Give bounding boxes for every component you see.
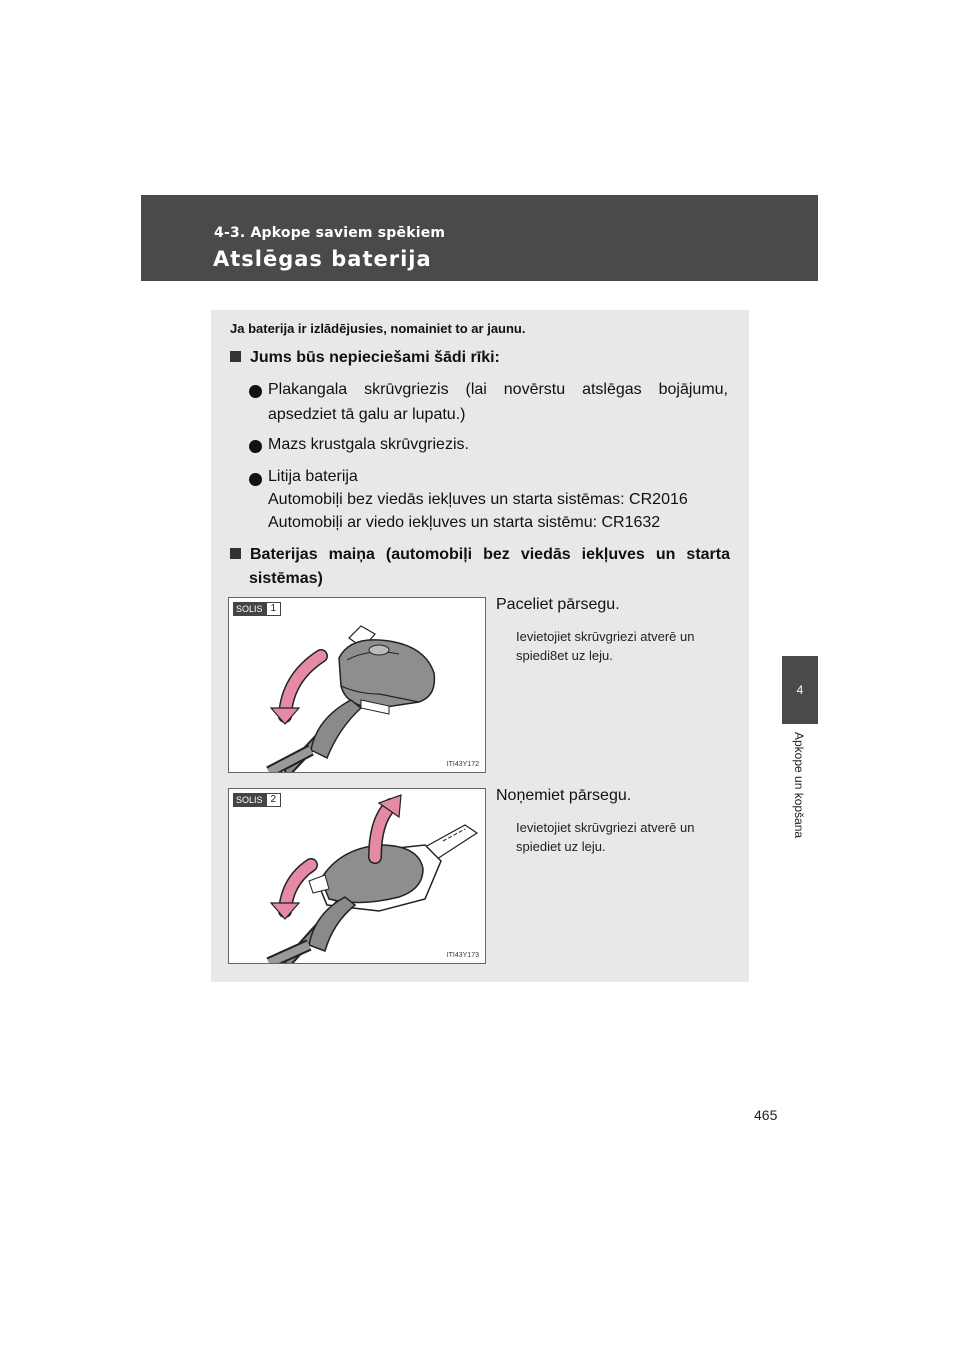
tools-item-1: Plakangala skrūvgriezis (lai novērstu atslēgas bojājumu, (268, 381, 728, 398)
page-number: 465 (754, 1107, 778, 1123)
step-1-sub-line2: spiedi8et uz leju. (516, 648, 613, 663)
step-tag-label: SOLIS (233, 602, 266, 616)
tools-item-3-line3: Automobiļi ar viedo iekļuves un starta sistēmu: CR1632 (268, 514, 661, 531)
step-1-title: Paceliet pārsegu. (496, 596, 620, 613)
key-cover-lift-illustration (229, 598, 485, 772)
section-header (141, 195, 818, 281)
step-tag-number: 2 (266, 793, 282, 807)
chapter-label: Apkope un kopšana (792, 732, 806, 839)
step-1-figure (228, 597, 486, 773)
bullet-dot-icon (249, 440, 262, 453)
step-2-sub-line1: Ievietojiet skrūvgriezi atverē un (516, 820, 695, 835)
step-2-title: Noņemiet pārsegu. (496, 787, 632, 804)
square-bullet-icon (230, 548, 241, 559)
step-2-figure (228, 788, 486, 964)
bullet-dot-icon (249, 473, 262, 486)
tools-item-3-line2: Automobiļi bez viedās iekļuves un starta sistēmas: CR2016 (268, 491, 688, 508)
key-cover-remove-illustration (229, 789, 485, 963)
replacement-heading-cont: sistēmas) (249, 570, 323, 587)
bullet-dot-icon (249, 385, 262, 398)
step-tag-number: 1 (266, 602, 282, 616)
square-bullet-icon (230, 351, 241, 362)
intro-text: Ja baterija ir izlādējusies, nomainiet to ar jaunu. (230, 321, 526, 336)
tools-heading-text: Jums būs nepieciešami šādi rīki: (250, 349, 500, 366)
step-1-sub-line1: Ievietojiet skrūvgriezi atverē un (516, 629, 695, 644)
step-2-sub-line2: spiediet uz leju. (516, 839, 606, 854)
step-tag-label: SOLIS (233, 793, 266, 807)
replacement-heading-text: Baterijas maiņa (automobiļi bez viedās iekļuves un starta (250, 546, 730, 563)
section-label: 4-3. Apkope saviem spēkiem (214, 225, 446, 241)
replacement-heading (230, 546, 730, 564)
tools-item-3: Litija baterija (268, 468, 358, 485)
page-title: Atslēgas baterija (213, 247, 432, 271)
figure-code: ITI43Y172 (446, 761, 479, 768)
tools-heading (230, 349, 500, 367)
tools-item-2: Mazs krustgala skrūvgriezis. (268, 436, 469, 453)
chapter-tab: 4 (782, 656, 818, 724)
figure-code: ITI43Y173 (446, 952, 479, 959)
tools-item-1-cont: apsedziet tā galu ar lupatu.) (268, 406, 466, 423)
